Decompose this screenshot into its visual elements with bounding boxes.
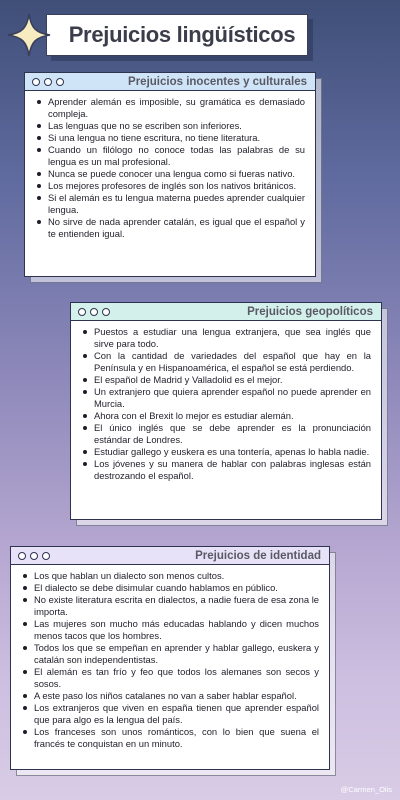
author-credit: @Carmen_Olis [340,785,392,794]
list-item: No existe literatura escrita en dialectos, a nadie fuera de esa zona le importa. [21,594,319,618]
window-dot-icon [32,78,40,86]
window-dot-icon [44,78,52,86]
list-item: Nunca se puede conocer una lengua como si fueras nativo. [35,168,305,180]
list-item: Los mejores profesores de inglés son los nativos británicos. [35,180,305,192]
card-title: Prejuicios inocentes y culturales [128,75,307,88]
sparkle-star-icon [5,11,53,59]
list-item: Las lenguas que no se escriben son inferiores. [35,120,305,132]
list-item: El dialecto se debe disimular cuando hablamos en público. [21,582,319,594]
card-geopolitical [70,302,382,520]
window-dot-icon [90,308,98,316]
card-cultural [24,72,316,277]
list-item: Aprender alemán es imposible, su gramática es demasiado compleja. [35,96,305,120]
card-title: Prejuicios de identidad [195,549,321,562]
list-item: Las mujeres son mucho más educadas hablando y dicen muchos menos tacos que los hombres. [21,618,319,642]
window-dot-icon [30,552,38,560]
list-item: A este paso los niños catalanes no van a saber hablar español. [21,690,319,702]
window-controls [78,308,110,316]
list-item: Los que hablan un dialecto son menos cultos. [21,570,319,582]
list-item: Los jóvenes y su manera de hablar con palabras inglesas están destrozando el español. [81,458,371,482]
card-header [11,547,329,565]
card-header [71,303,381,321]
list-item: El alemán es tan frío y feo que todos los alemanes son secos y sosos. [21,666,319,690]
bullet-list [81,326,371,482]
list-item: Estudiar gallego y euskera es una tontería, apenas lo habla nadie. [81,446,371,458]
list-item: El único inglés que se debe aprender es la pronunciación estándar de Londres. [81,422,371,446]
list-item: Todos los que se empeñan en aprender y hablar gallego, euskera y catalán son independentistas. [21,642,319,666]
list-item: Puestos a estudiar una lengua extranjera, que sea inglés que sirve para todo. [81,326,371,350]
window-dot-icon [42,552,50,560]
list-item: Ahora con el Brexit lo mejor es estudiar alemán. [81,410,371,422]
card-header [25,73,315,91]
window-controls [32,78,64,86]
window-dot-icon [102,308,110,316]
card-title: Prejuicios geopolíticos [247,305,373,318]
window-dot-icon [18,552,26,560]
list-item: Con la cantidad de variedades del español que hay en la Península y en Hispanoamérica, el español se está perdiendo. [81,350,371,374]
window-controls [18,552,50,560]
page-title: Prejuicios lingüísticos [68,22,296,47]
bullet-list [21,570,319,750]
list-item: Cuando un filólogo no conoce todas las palabras de su lengua es un mal profesional. [35,144,305,168]
window-dot-icon [78,308,86,316]
list-item: Si una lengua no tiene escritura, no tiene literatura. [35,132,305,144]
list-item: No sirve de nada aprender catalán, es igual que el español y te entienden igual. [35,216,305,240]
list-item: El español de Madrid y Valladolid es el mejor. [81,374,371,386]
window-dot-icon [56,78,64,86]
card-identity [10,546,330,770]
list-item: Los extranjeros que viven en españa tienen que aprender español que para algo es la lengua del país. [21,702,319,726]
list-item: Los franceses son unos románticos, con lo bien que suena el francés te conquistan en un minuto. [21,726,319,750]
title-banner [46,14,308,56]
bullet-list [35,96,305,240]
list-item: Si el alemán es tu lengua materna puedes aprender cualquier lengua. [35,192,305,216]
list-item: Un extranjero que quiera aprender español no puede aprender en Murcia. [81,386,371,410]
